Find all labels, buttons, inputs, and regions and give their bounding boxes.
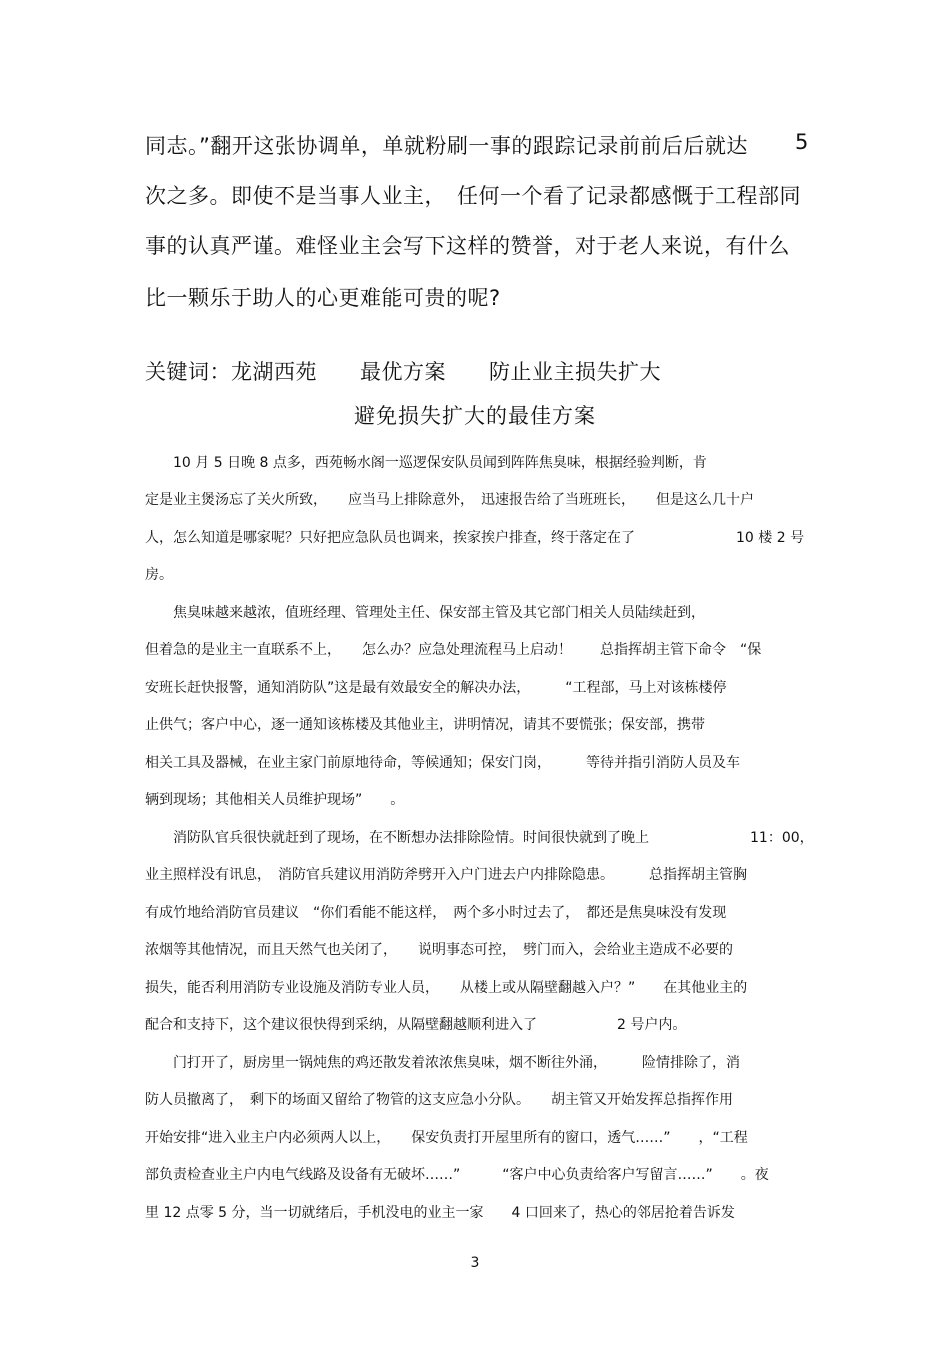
body-line: 人，怎么知道是哪家呢？只好把应急队员也调来，挨家挨户排查，终于落定在了 xyxy=(145,530,635,546)
body-line: 定是业主煲汤忘了关火所致， 应当马上排除意外， 迅速报告给了当班班长， 但是这么几十户 xyxy=(145,492,754,508)
intro-line-1-tail: 5 xyxy=(795,130,809,154)
body-line: 房。 xyxy=(145,567,173,583)
body-line-tail: 2 号户内。 xyxy=(617,1017,687,1033)
body-line: 相关工具及器械，在业主家门前原地待命，等候通知；保安门岗， 等待并指引消防人员及车 xyxy=(145,755,740,771)
intro-line-4: 比一颗乐于助人的心更难能可贵的呢? xyxy=(145,286,501,310)
body-line: 安班长赶快报警，通知消防队”这是最有效最安全的解决办法， “工程部，马上对该栋楼停 xyxy=(145,680,727,696)
body-line: 防人员撤离了， 剩下的场面又留给了物管的这支应急小分队。 胡主管又开始发挥总指挥作用 xyxy=(145,1092,733,1108)
body-line: 里 12 点零 5 分，当一切就绪后，手机没电的业主一家 4 口回来了，热心的邻居抢着告诉发 xyxy=(145,1205,735,1221)
body-line: 但着急的是业主一直联系不上， 怎么办？应急处理流程马上启动！ 总指挥胡主管下命令 “保 xyxy=(145,642,762,658)
body-line-tail: 10 楼 2 号 xyxy=(736,530,805,546)
intro-line-3: 事的认真严谨。难怪业主会写下这样的赞誉，对于老人来说，有什么 xyxy=(145,234,790,258)
body-line-tail: 11：00， xyxy=(750,830,814,846)
body-line: 业主照样没有讯息， 消防官兵建议用消防斧劈开入户门进去户内排除隐患。 总指挥胡主管胸 xyxy=(145,867,747,883)
body-line: 有成竹地给消防官员建议 “你们看能不能这样， 两个多小时过去了， 都还是焦臭味没有发现 xyxy=(145,905,727,921)
body-line: 焦臭味越来越浓，值班经理、管理处主任、保安部主管及其它部门相关人员陆续赶到， xyxy=(145,605,705,621)
body-line: 辆到现场；其他相关人员维护现场” 。 xyxy=(145,792,405,808)
body-line: 损失，能否利用消防专业设施及消防专业人员， 从楼上或从隔壁翻越入户？” 在其他业主的 xyxy=(145,980,748,996)
keywords-line: 关键词：龙湖西苑 最优方案 防止业主损失扩大 xyxy=(145,360,661,384)
body-line: 门打开了，厨房里一锅炖焦的鸡还散发着浓浓焦臭味，烟不断往外涌， 险情排除了，消 xyxy=(145,1055,740,1071)
body-line: 消防队官兵很快就赶到了现场，在不断想办法排除险情。时间很快就到了晚上 xyxy=(145,830,649,846)
intro-line-2: 次之多。即使不是当事人业主， 任何一个看了记录都感慨于工程部同 xyxy=(145,184,801,208)
intro-line-1: 同志。”翻开这张协调单，单就粉刷一事的跟踪记录前前后后就达 xyxy=(145,134,748,158)
page-number: 3 xyxy=(470,1255,480,1271)
body-line: 10 月 5 日晚 8 点多，西苑畅水阁一巡逻保安队员闻到阵阵焦臭味，根据经验判断，肯 xyxy=(145,455,707,471)
body-line: 止供气；客户中心，逐一通知该栋楼及其他业主，讲明情况，请其不要慌张；保安部，携带 xyxy=(145,717,705,733)
section-title: 避免损失扩大的最佳方案 xyxy=(354,404,596,428)
body-line: 部负责检查业主户内电气线路及设备有无破坏……” “客户中心负责给客户写留言……” 。夜 xyxy=(145,1167,769,1183)
body-line: 配合和支持下，这个建议很快得到采纳，从隔壁翻越顺利进入了 xyxy=(145,1017,537,1033)
body-line: 开始安排“进入业主户内必须两人以上， 保安负责打开屋里所有的窗口，透气……” ，“工程 xyxy=(145,1130,748,1146)
body-line: 浓烟等其他情况，而且天然气也关闭了， 说明事态可控， 劈门而入，会给业主造成不必要的 xyxy=(145,942,733,958)
